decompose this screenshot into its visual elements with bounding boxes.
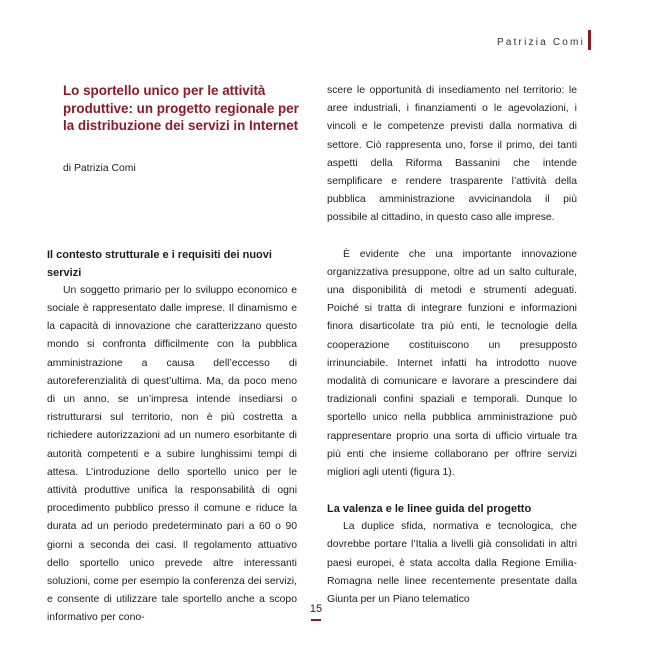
- section-heading-context: Il contesto strutturale e i requisiti dei nuovi servizi: [47, 248, 272, 279]
- page-number: 15: [309, 603, 323, 615]
- header-accent-rule: [588, 30, 591, 50]
- page-number-mark: [311, 619, 321, 621]
- paragraph-continuation: scere le opportunità di insediamento nel territorio: le aree industriali, i finanziamenti o le agevolazioni, i vincoli e le competenze previsti dalla normativa di settore. Ciò rappresenta uno, forse il primo, dei tanti aspetti della Riforma Bassanini che intende semplificare e rendere trasparente l’attività della pubblica amministrazione avvicinandola il più possibile al cittadino, in questo caso alle imprese.: [327, 85, 577, 224]
- running-header-author: Patrizia Comi: [496, 37, 585, 48]
- article-byline: di Patrizia Comi: [63, 162, 136, 174]
- paragraph-project: La duplice sfida, normativa e tecnologica, che dovrebbe portare l’Italia a livelli già consolidati in altri paesi europei, è stata accolta dalla Regione Emilia-Romagna nelle linee recentemente presentate dalla Giunta per un Piano telematico: [327, 521, 577, 606]
- spacer: [327, 228, 577, 246]
- paragraph-context: Un soggetto primario per lo sviluppo economico e sociale è rappresentato dalle imprese. Il dinamismo e la capacità di innovazione che caratterizzano questo mondo si confronta difficilmente con la pubblica amministrazione a causa dell’eccesso di autoreferenzialità di quest’ultima. Ma, da poco meno di un anno, se un’impresa intende insediarsi o ristrutturarsi sul territorio, non è più costretta a richiedere autorizzazioni ad un numero esorbitante di autorità competenti e a subire lunghissimi tempi di attesa. L’introduzione dello sportello unico per le attività produttive unifica la responsabilità di ogni procedimento pubblico presso il comune e riduce la durata ad un periodo predeterminato pari a 60 o 90 giorni a seconda dei casi. Il regolamento attuativo dello sportello unico prevede altre interessanti soluzioni, come per esempio la conferenza dei servizi, e consente di utilizzare tale sportello anche a scopo informativo per cono-: [47, 284, 297, 624]
- paragraph-innovation: È evidente che una importante innovazione organizzativa presuppone, oltre ad un salto culturale, una disponibilità di metodi e strumenti adeguati. Poiché si tratta di integrare funzioni e informazioni finora disarticolate tra più enti, le tecnologie della cooperazione costituiscono un presupposto irrinunciabile. Internet infatti ha introdotto nuove modalità di comunicare e lavorare a prescindere dai tradizionali confini spaziali e temporali. Dunque lo sportello unico nella pubblica amministrazione può rappresentare proprio una sorta di ufficio virtuale tra più enti che insieme collaborano per offrire servizi migliori agli utenti (figura 1).: [327, 248, 577, 479]
- spacer: [327, 482, 577, 500]
- left-column: [47, 82, 297, 628]
- section-heading-project: La valenza e le linee guida del progetto: [327, 503, 532, 516]
- right-column: [327, 82, 577, 609]
- article-title: Lo sportello unico per le attività produttive: un progetto regionale per la distribuzione dei servizi in Internet: [63, 83, 299, 133]
- spacer: [47, 178, 297, 246]
